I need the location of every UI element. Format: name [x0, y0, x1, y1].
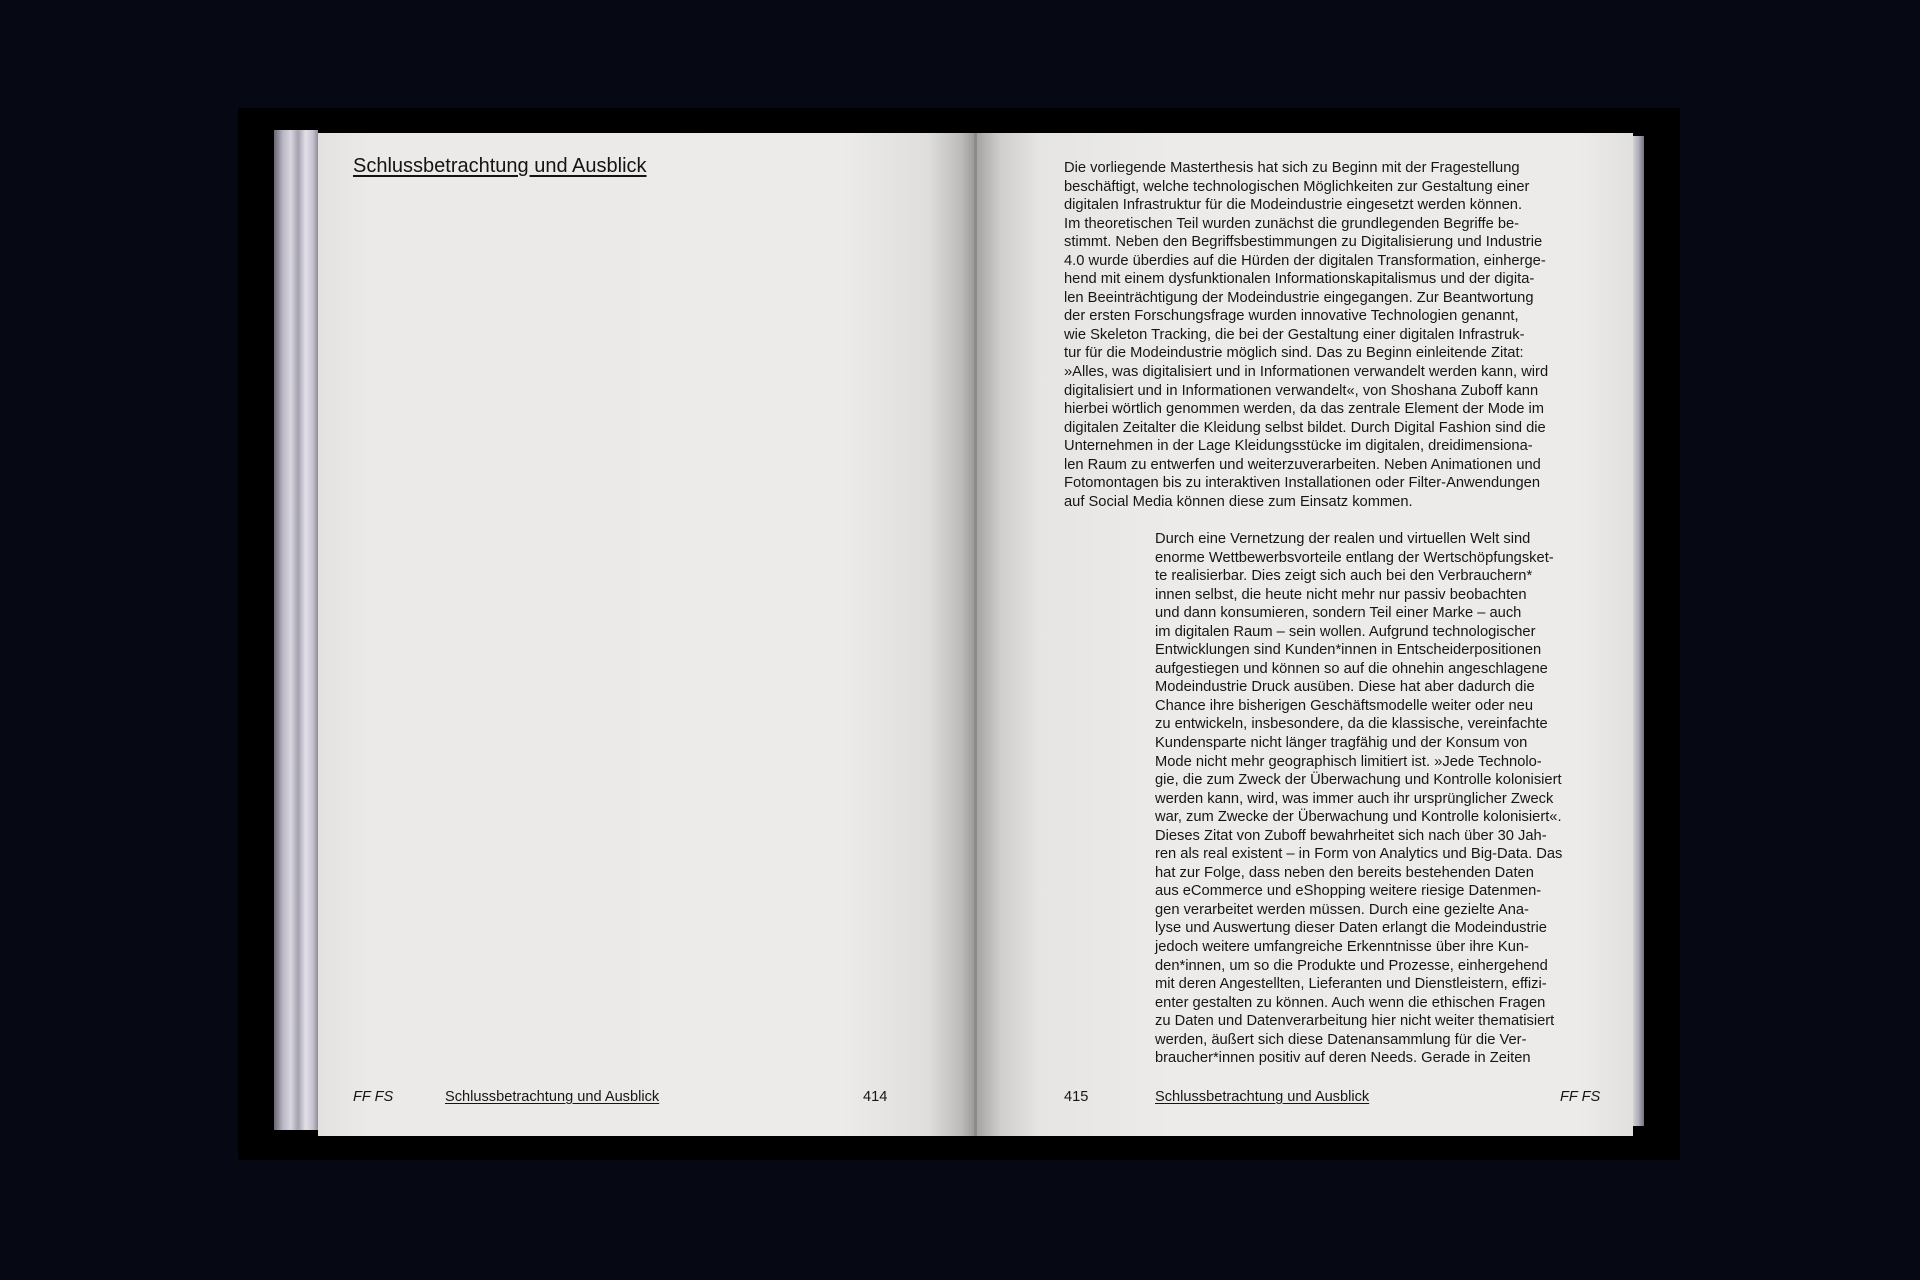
- footer-short-title-right: FF FS: [1560, 1089, 1601, 1105]
- page-number-right: 415: [1064, 1089, 1089, 1105]
- footer-short-title-left: FF FS: [353, 1089, 394, 1105]
- page-number-left: 414: [863, 1089, 888, 1105]
- paragraph-intro: Die vorliegende Masterthesis hat sich zu Beginn mit der Fragestellung beschäftigt, welche technologischen Möglichkeiten zur Gestaltung einer digitalen Infrastruktur für die Modeindustrie eingesetzt werden können. Im theoretischen Teil wurden zunächst die grundlegenden Begriffe be- stimmt. Neben den Begriffsbestimmungen zu Digitalisierung und Industrie 4.0 wurde überdies auf die Hürden der digitalen Transformation, einherge- hend mit einem dysfunktionalen Informationskapitalismus und der digita- len Beeinträchtigung der Modeindustrie eingegangen. Zur Beantwortung der ersten Forschungsfrage wurden innovative Technologien genannt, wie Skeleton Tracking, die bei der Gestaltung einer digitalen Infrastruk- tur für die Modeindustrie möglich sind. Das zu Beginn einleitende Zitat: »Alles, was digitalisiert und in Informationen verwandelt werden kann, wird digitalisiert und in Informationen verwandelt«, von Shoshana Zuboff kann hierbei wörtlich genommen werden, da das zentrale Element der Mode im digitalen Zeitalter die Kleidung selbst bildet. Durch Digital Fashion sind die Unternehmen in der Lage Kleidungsstücke im digitalen, dreidimensiona- len Raum zu entwerfen und weiterzuverarbeiten. Neben Animationen und Fotomontagen bis zu interaktiven Installationen oder Filter-Anwendungen auf Social Media können diese zum Einsatz kommen.: [1064, 160, 1549, 510]
- paragraph-indented: Durch eine Vernetzung der realen und virtuellen Welt sind enorme Wettbewerbsvorteile entlang der Wertschöpfungsket- te realisierbar. Dies zeigt sich auch bei den Verbrauchern* innen selbst, die heute nicht mehr nur passiv beobachten und dann konsumieren, sondern Teil einer Marke – auch im digitalen Raum – sein wollen. Aufgrund technologischer Entwicklungen sind Kunden*innen in Entscheiderpositionen aufgestiegen und können so auf die ohnehin angeschlagene Modeindustrie Druck ausüben. Diese hat aber dadurch die Chance ihre bisherigen Geschäftsmodelle weiter oder neu zu entwickeln, insbesondere, da die klassische, vereinfachte Kundensparte nicht länger tragfähig und der Konsum von Mode nicht mehr geographisch limitiert ist. »Jede Technolo- gie, die zum Zweck der Überwachung und Kontrolle kolonisiert werden kann, wird, was immer auch ihr ursprünglicher Zweck war, zum Zwecke der Überwachung und Kontrolle kolonisiert«. Dieses Zitat von Zuboff bewahrheitet sich nach über 30 Jah- ren als real existent – in Form von Analytics und Big-Data. Das hat zur Folge, dass neben den bereits bestehenden Daten aus eCommerce und eShopping weitere riesige Datenmen- gen verarbeitet werden müssen. Durch eine gezielte Ana- lyse und Auswertung dieser Daten erlangt die Modeindustrie jedoch weitere umfangreiche Erkenntnisse über ihre Kun- den*innen, um so die Produkte und Prozesse, einhergehend mit deren Angestellten, Lieferanten und Dienstleistern, effizi- enter gestalten zu können. Auch wenn die ethischen Fragen zu Daten und Datenverarbeitung hier nicht weiter thematisiert werden, äußert sich diese Datenansammlung für die Ver- braucher*innen positiv auf deren Needs. Gerade in Zeiten: [1155, 531, 1563, 1067]
- book-gutter: [974, 133, 977, 1136]
- footer-chapter-right: Schlussbetrachtung und Ausblick: [1155, 1089, 1370, 1105]
- footer-chapter-left: Schlussbetrachtung und Ausblick: [445, 1089, 660, 1105]
- page-edges-left: [274, 130, 318, 1130]
- chapter-title: Schlussbetrachtung und Ausblick: [353, 155, 647, 177]
- left-page: [318, 133, 974, 1136]
